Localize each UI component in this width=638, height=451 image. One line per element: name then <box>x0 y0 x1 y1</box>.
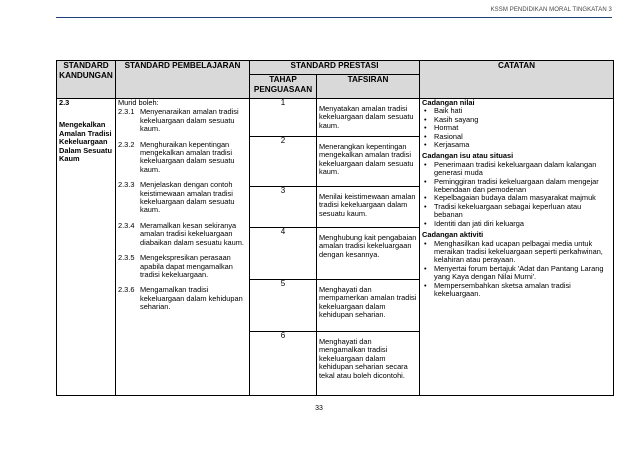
pembelajaran-item <box>118 254 247 279</box>
pembelajaran-item <box>118 108 247 133</box>
pembelajaran-item-num: 2.3.2 <box>118 139 135 149</box>
pembelajaran-item-text: Meramalkan kesan sekiranya amalan tradisi kekeluargaan diabaikan dalam sesuatu kaum. <box>140 220 244 247</box>
cadangan-nilai-list <box>422 107 611 149</box>
list-item: • Kerjasama <box>422 141 611 149</box>
header-standard-prestasi: STANDARD PRESTASI <box>250 61 420 75</box>
list-item: • Hormat <box>422 124 611 132</box>
pembelajaran-item <box>118 141 247 175</box>
header-catatan: CATATAN <box>420 61 614 99</box>
tahap-6: 6 <box>250 332 317 396</box>
pembelajaran-item-text: Menghuraikan kepentingan mengekalkan amalan tradisi kekeluargaan dalam sesuatu kaum. <box>140 139 235 174</box>
pembelajaran-item-num: 2.3.4 <box>118 220 135 230</box>
standard-kandungan-cell <box>57 99 116 396</box>
pembelajaran-item <box>118 286 247 311</box>
tahap-3: 3 <box>250 187 317 228</box>
list-item: • Mempersembahkan sketsa amalan tradisi kekeluargaan. <box>422 282 611 299</box>
cadangan-aktiviti-list <box>422 240 611 299</box>
running-header: KSSM PENDIDIKAN MORAL TINGKATAN 3 <box>490 7 612 13</box>
pembelajaran-item-num: 2.3.6 <box>118 285 135 295</box>
pembelajaran-item <box>118 181 247 215</box>
tahap-4: 4 <box>250 228 317 280</box>
catatan-cell <box>420 99 614 396</box>
page-number: 33 <box>315 405 323 412</box>
list-item: • Identiti dan jati diri keluarga <box>422 220 611 228</box>
standard-pembelajaran-cell <box>116 99 250 396</box>
list-item: • Kasih sayang <box>422 116 611 124</box>
cadangan-isu-heading: Cadangan isu atau situasi <box>422 151 514 161</box>
pembelajaran-item <box>118 222 247 247</box>
list-item: • Peminggiran tradisi kekeluargaan dalam mengejar kebendaan dan pemodenan <box>422 178 611 195</box>
header-tafsiran: TAFSIRAN <box>317 75 420 99</box>
header-standard-kandungan: STANDARD KANDUNGAN <box>57 61 116 99</box>
list-item: • Penerimaan tradisi kekeluargaan dalam kalangan generasi muda <box>422 161 611 178</box>
pembelajaran-item-num: 2.3.3 <box>118 180 135 190</box>
cadangan-nilai-heading: Cadangan nilai <box>422 98 475 107</box>
tafsiran-5: Menghayati dan mempamerkan amalan tradisi kekeluargaan dalam kehidupan seharian. <box>317 280 420 332</box>
header-standard-pembelajaran: STANDARD PEMBELAJARAN <box>116 61 250 99</box>
header-tahap-penguasaan: TAHAP PENGUASAAN <box>250 75 317 99</box>
tafsiran-6: Menghayati dan mengamalkan tradisi kekeluargaan dalam kehidupan seharian secara tekal atau boleh dicontohi. <box>317 332 420 396</box>
list-item: • Baik hati <box>422 107 611 115</box>
pembelajaran-item-text: Menyenaraikan amalan tradisi kekeluargaan dalam sesuatu kaum. <box>140 107 239 134</box>
pembelajaran-item-text: Menjelaskan dengan contoh keistimewaan amalan tradisi kekeluargaan dalam sesuatu kaum. <box>140 180 235 215</box>
kandungan-code: 2.3 <box>59 98 70 107</box>
pembelajaran-item-num: 2.3.5 <box>118 253 135 263</box>
list-item: • Rasional <box>422 133 611 141</box>
cadangan-aktiviti-heading: Cadangan aktiviti <box>422 230 484 240</box>
list-item: • Menghasilkan kad ucapan pelbagai media untuk meraikan tradisi kekeluargaan seperti perkahwinan, kelahiran atau perayaan. <box>422 240 611 265</box>
list-item: • Tradisi kekeluargaan sebagai keperluan atau bebanan <box>422 203 611 220</box>
tahap-5: 5 <box>250 280 317 332</box>
pembelajaran-item-text: Mengamalkan tradisi kekeluargaan dalam kehidupan seharian. <box>140 285 243 312</box>
tafsiran-4: Menghubung kait pengabaian amalan tradisi kekeluargaan dengan kesannya. <box>317 228 420 280</box>
list-item: • Menyertai forum bertajuk 'Adat dan Pantang Larang yang Kaya dengan Nilai Murni'. <box>422 265 611 282</box>
cadangan-isu-list <box>422 161 611 228</box>
tafsiran-3: Menilai keistimewaan amalan tradisi kekeluargaan dalam sesuatu kaum. <box>317 187 420 228</box>
curriculum-table <box>56 60 614 396</box>
pembelajaran-item-text: Mengekspresikan perasaan apabila dapat mengamalkan tradisi kekeluargaan. <box>140 253 233 279</box>
pembelajaran-item-num: 2.3.1 <box>118 107 135 117</box>
header-rule <box>56 17 612 18</box>
tahap-2: 2 <box>250 137 317 187</box>
tafsiran-1: Menyatakan amalan tradisi kekeluargaan dalam sesuatu kaum. <box>317 99 420 137</box>
pembelajaran-intro: Murid boleh: <box>118 98 159 107</box>
tahap-1: 1 <box>250 99 317 137</box>
list-item: • Kepelbagaian budaya dalam masyarakat majmuk <box>422 194 611 202</box>
kandungan-title: Mengekalkan Amalan Tradisi Kekeluargaan Dalam Sesuatu Kaum <box>59 120 112 164</box>
tafsiran-2: Menerangkan kepentingan mengekalkan amalan tradisi kekeluargaan dalam sesuatu kaum. <box>317 137 420 187</box>
